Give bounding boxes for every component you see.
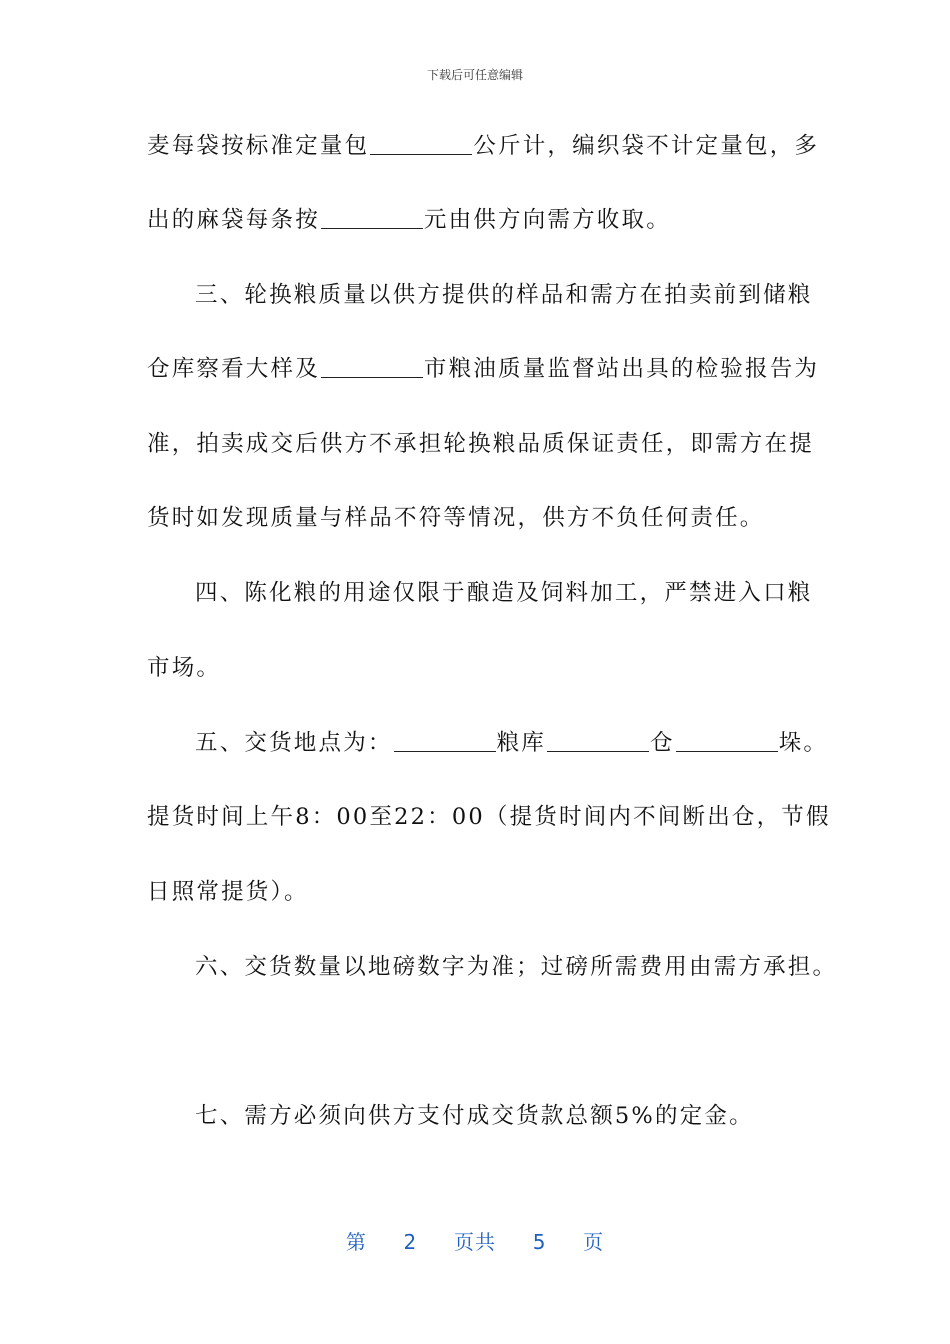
- paragraph-line: 货时如发现质量与样品不符等情况，供方不负任何责任。: [147, 505, 765, 531]
- paragraph-line: [147, 205, 671, 235]
- text-segment: 五、交货地点为：: [195, 730, 393, 756]
- paragraph-line: 日照常提货）。: [147, 879, 309, 905]
- paragraph-line: 市场。: [147, 655, 222, 681]
- fill-in-blank: [547, 731, 649, 752]
- page-number-footer: [0, 1226, 950, 1255]
- paragraph-line: 提货时间上午8：00至22：00（提货时间内不间断出仓，节假: [147, 804, 831, 830]
- paragraph-line: 三、轮换粮质量以供方提供的样品和需方在拍卖前到储粮: [195, 282, 813, 308]
- current-page-number: 2: [403, 1230, 418, 1254]
- footer-prefix: 第: [345, 1230, 367, 1254]
- footer-suffix: 页: [583, 1230, 605, 1254]
- paragraph-line: 准，拍卖成交后供方不承担轮换粮品质保证责任，即需方在提: [147, 431, 814, 457]
- text-segment: 仓库察看大样及: [147, 356, 320, 382]
- text-segment: 出的麻袋每条按: [147, 207, 320, 233]
- fill-in-blank: [321, 357, 423, 378]
- fill-in-blank: [394, 731, 496, 752]
- page-header-note: 下载后可任意编辑: [426, 68, 523, 82]
- text-segment: 粮库: [496, 730, 547, 756]
- fill-in-blank: [676, 731, 778, 752]
- paragraph-line: [147, 354, 819, 384]
- text-segment: 仓: [650, 730, 675, 756]
- paragraph-line: [195, 728, 828, 758]
- fill-in-blank: [370, 134, 472, 155]
- text-segment: 元由供方向需方收取。: [423, 207, 671, 233]
- text-segment: 垛。: [778, 730, 829, 756]
- paragraph-line: 七、需方必须向供方支付成交货款总额5%的定金。: [195, 1103, 754, 1129]
- paragraph-line: [147, 131, 819, 161]
- text-segment: 市粮油质量监督站出具的检验报告为: [423, 356, 820, 382]
- text-segment: 公斤计，编织袋不计定量包，多: [473, 133, 820, 159]
- text-segment: 麦每袋按标准定量包: [147, 133, 370, 159]
- footer-middle: 页共: [454, 1230, 496, 1254]
- paragraph-line: 六、交货数量以地磅数字为准；过磅所需费用由需方承担。: [195, 954, 838, 980]
- paragraph-line: 四、陈化粮的用途仅限于酿造及饲料加工，严禁进入口粮: [195, 580, 813, 606]
- fill-in-blank: [321, 208, 423, 229]
- total-pages-number: 5: [532, 1230, 547, 1254]
